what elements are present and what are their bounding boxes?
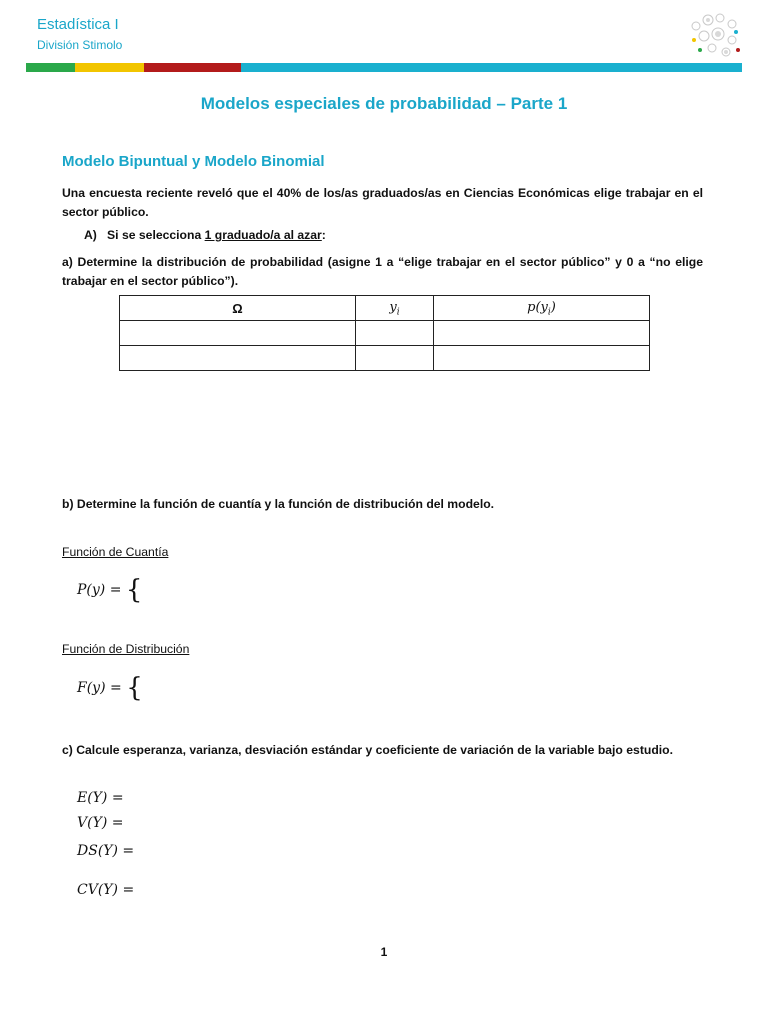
header-omega: Ω <box>120 296 356 321</box>
table-header-row <box>120 296 650 321</box>
expectation-formula: E(Y) = <box>77 790 124 806</box>
header-pyi: $p(y_i)$ <box>434 296 650 321</box>
stripe-cyan <box>241 63 742 72</box>
coef-variation-formula: CV(Y) = <box>77 882 135 898</box>
std-dev-formula: DS(Y) = <box>77 843 135 859</box>
course-title: Estadística I <box>37 16 119 33</box>
item-a-marker: A) <box>84 228 97 242</box>
distribucion-formula: F(y) = { <box>77 673 143 703</box>
question-c: c) Calcule esperanza, varianza, desviación estándar y coeficiente de variación de la variable bajo estudio. <box>62 743 673 757</box>
table-cell[interactable] <box>434 346 650 371</box>
stripe-red <box>144 63 241 72</box>
cuantia-label: Función de Cuantía <box>62 545 169 559</box>
item-a <box>84 228 326 242</box>
probability-table <box>119 295 650 371</box>
division-name: División Stimolo <box>37 38 123 52</box>
question-a: a) Determine la distribución de probabilidad (asigne 1 a “elige trabajar en el sector público” y 0 a “no elige trabajar en el sector público”). <box>62 255 703 288</box>
cuantia-formula: P(y) = { <box>77 575 143 605</box>
question-b: b) Determine la función de cuantía y la función de distribución del modelo. <box>62 497 495 511</box>
intro-paragraph: Una encuesta reciente reveló que el 40% de los/as graduados/as en Ciencias Económicas elige trabajar en el sector público. <box>62 186 703 219</box>
table-row <box>120 346 650 371</box>
table-cell[interactable] <box>120 321 356 346</box>
table-cell[interactable] <box>120 346 356 371</box>
stripe-green <box>26 63 75 72</box>
item-a-text: Si se selecciona <box>107 228 205 242</box>
variance-formula: V(Y) = <box>77 815 124 831</box>
item-a-underlined: 1 graduado/a al azar <box>204 228 322 242</box>
distribucion-label: Función de Distribución <box>62 642 190 656</box>
section-title: Modelo Bipuntual y Modelo Binomial <box>62 153 325 170</box>
header-yi: $y_i$ <box>356 296 434 321</box>
page-number: 1 <box>380 945 388 959</box>
table-cell[interactable] <box>356 321 434 346</box>
table-cell[interactable] <box>356 346 434 371</box>
table-cell[interactable] <box>434 321 650 346</box>
page-title: Modelos especiales de probabilidad – Parte 1 <box>200 94 568 113</box>
molecule-logo-icon <box>686 10 742 60</box>
table-row <box>120 321 650 346</box>
item-a-colon: : <box>321 228 326 242</box>
stripe-yellow <box>75 63 144 72</box>
